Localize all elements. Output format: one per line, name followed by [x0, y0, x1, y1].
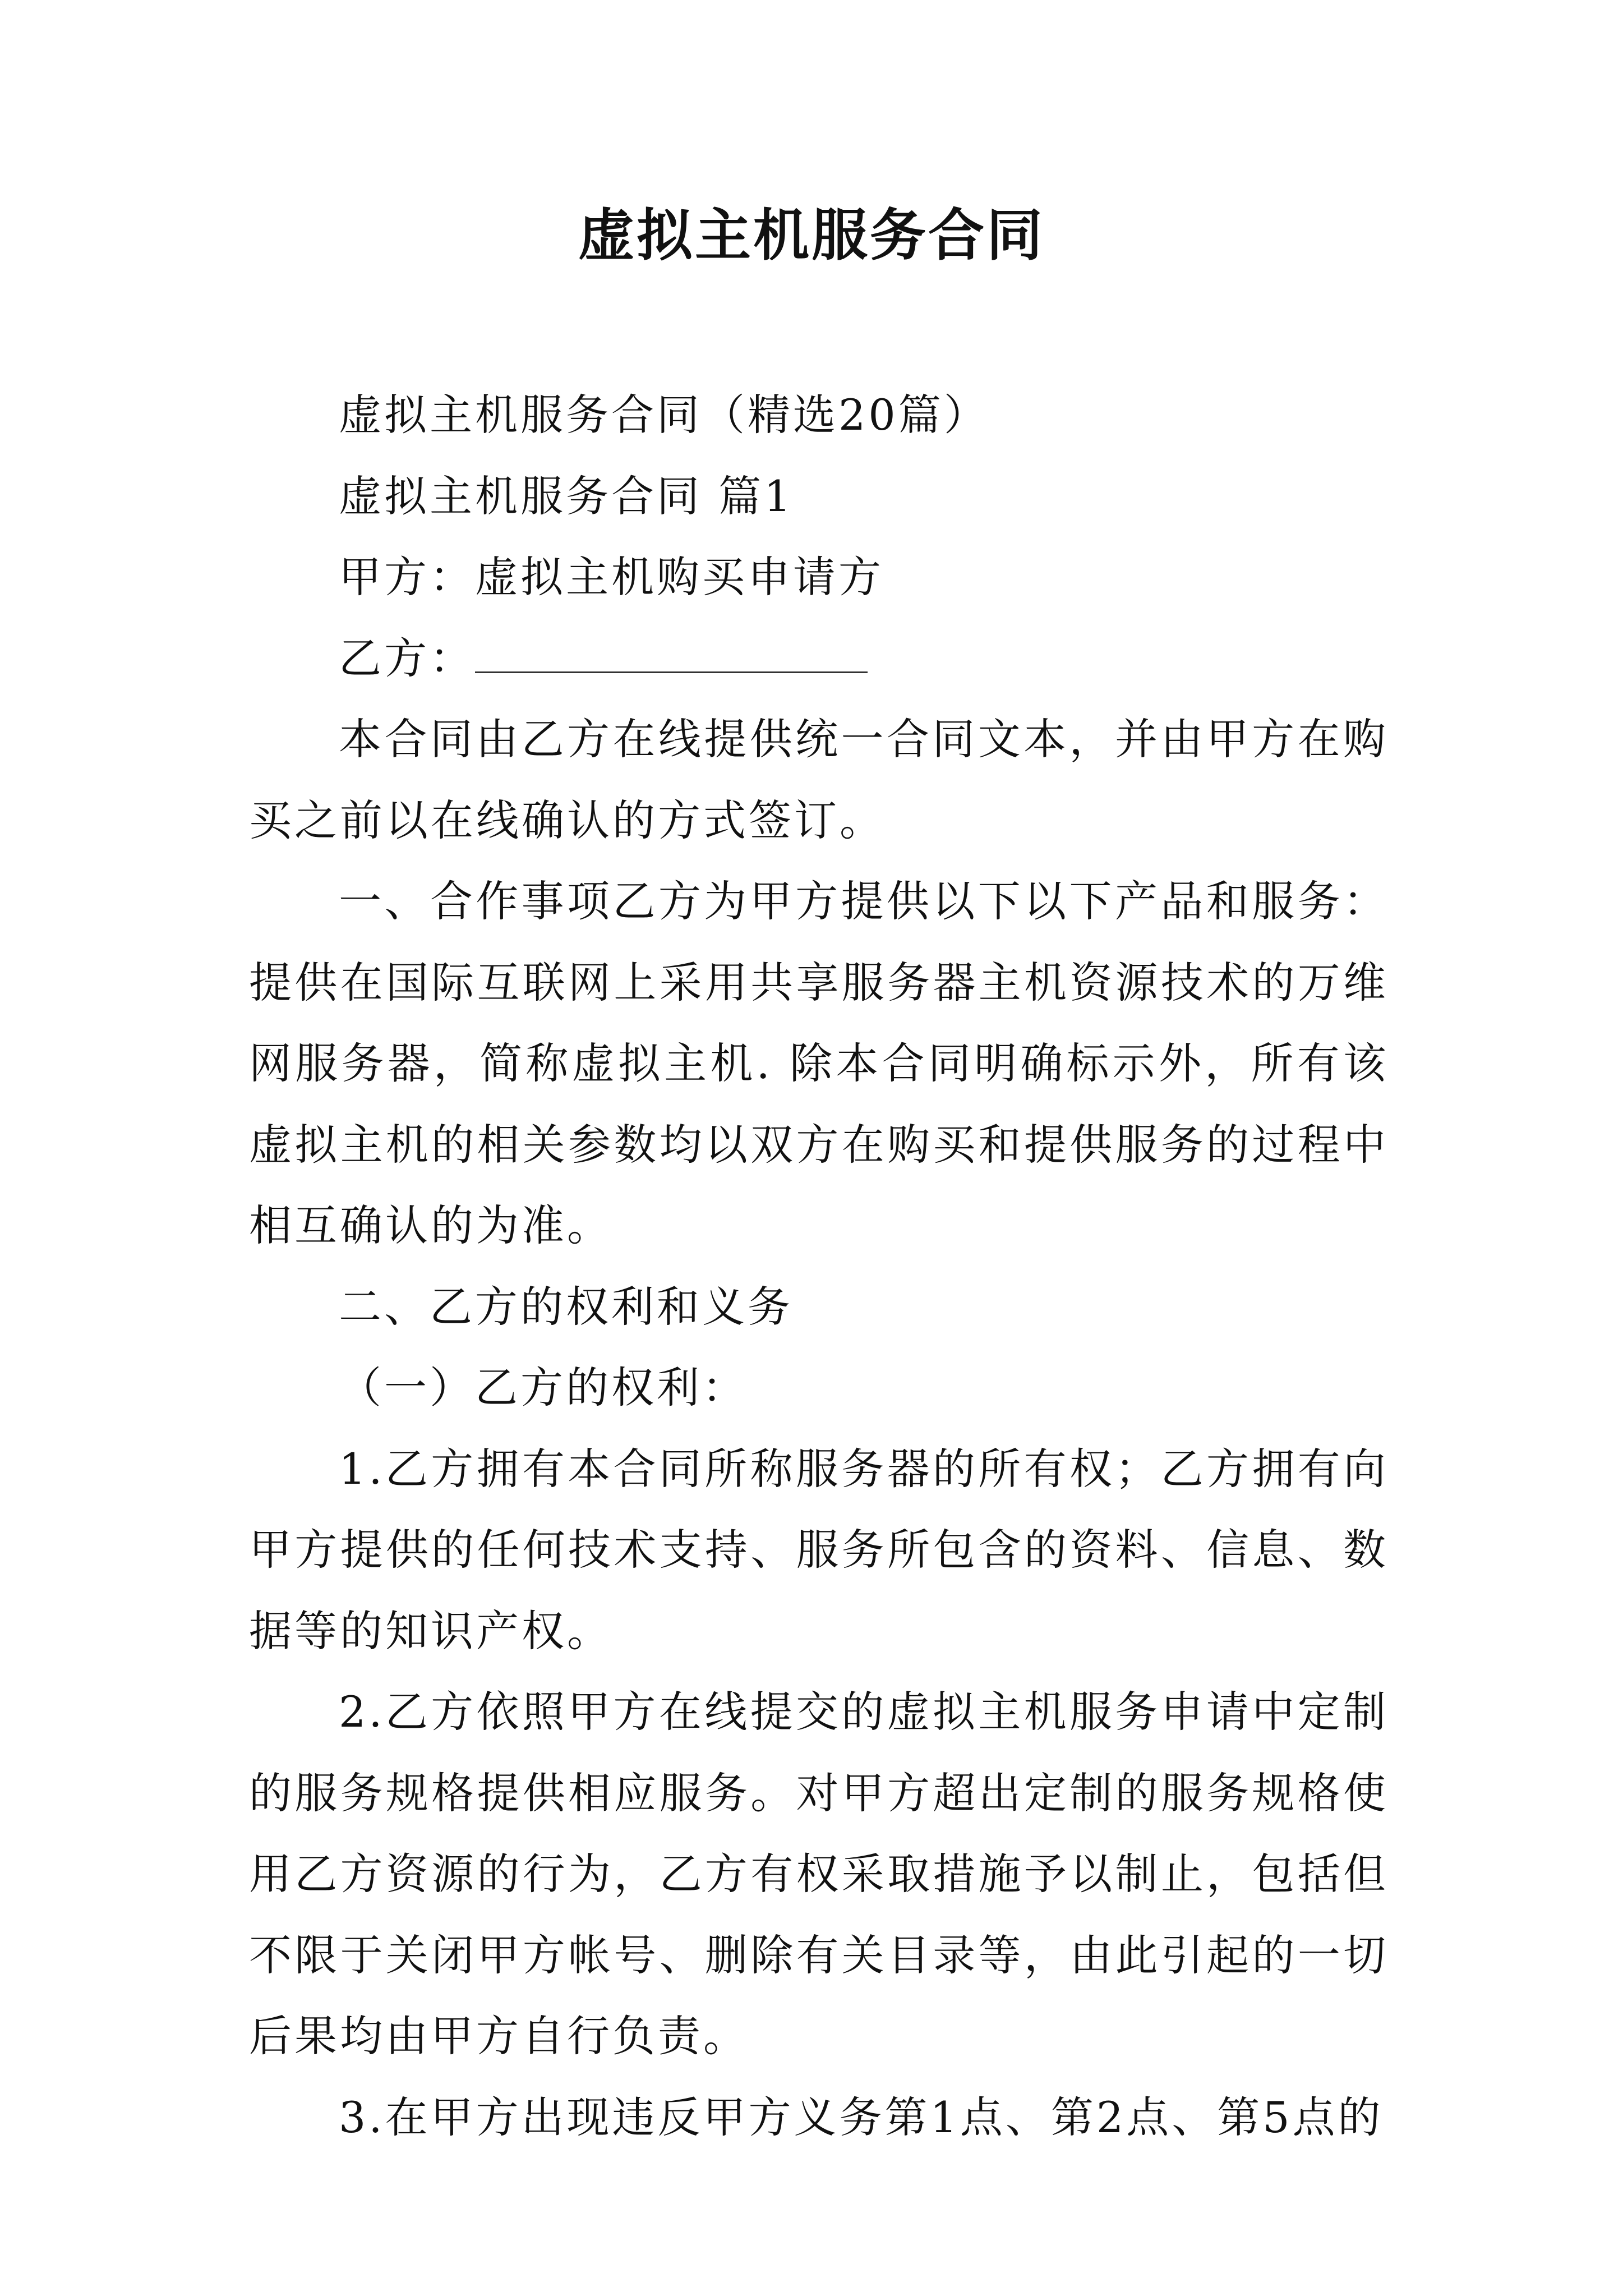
paragraph-subtitle: 虚拟主机服务合同（精选20篇）	[339, 390, 989, 440]
paragraph-item-3: 3.在甲方出现违反甲方义务第1点、第2点、第5点的	[339, 2092, 1384, 2142]
paragraph-subsection-rights: （一）乙方的权利：	[339, 1363, 748, 1412]
party-b-label: 乙方：	[339, 633, 475, 683]
paragraph-section-2-heading: 二、乙方的权利和义务	[339, 1281, 793, 1332]
document-body	[249, 375, 1389, 2158]
paragraph-party-a: 甲方：虚拟主机购买申请方	[339, 552, 884, 602]
paragraph-intro: 本合同由乙方在线提供统一合同文本，并由甲方在购买之前以在线确认的方式签订。	[249, 714, 1389, 845]
paragraph-item-2: 2.乙方依照甲方在线提交的虚拟主机服务申请中定制的服务规格提供相应服务。对甲方超出定制的服务规格使用乙方资源的行为，乙方有权采取措施予以制止，包括但不限于关闭甲方帐号、删除有关目录等，由此引起的一切后果均由甲方自行负责。	[249, 1687, 1389, 2061]
paragraph-item-1: 1.乙方拥有本合同所称服务器的所有权；乙方拥有向甲方提供的任何技术支持、服务所包含的资料、信息、数据等的知识产权。	[249, 1443, 1389, 1656]
paragraph-chapter-heading: 虚拟主机服务合同 篇1	[339, 471, 794, 521]
paragraph-section-1: 一、合作事项乙方为甲方提供以下以下产品和服务：提供在国际互联网上采用共享服务器主机资源技术的万维网服务器，简称虚拟主机. 除本合同明确标示外，所有该虚拟主机的相关参数均以双方在购买和提供服务的过程中相互确认的为准。	[249, 876, 1389, 1250]
paragraph-party-b	[249, 618, 1389, 700]
party-b-blank-line	[475, 638, 868, 673]
document-title: 虚拟主机服务合同	[578, 203, 1045, 268]
